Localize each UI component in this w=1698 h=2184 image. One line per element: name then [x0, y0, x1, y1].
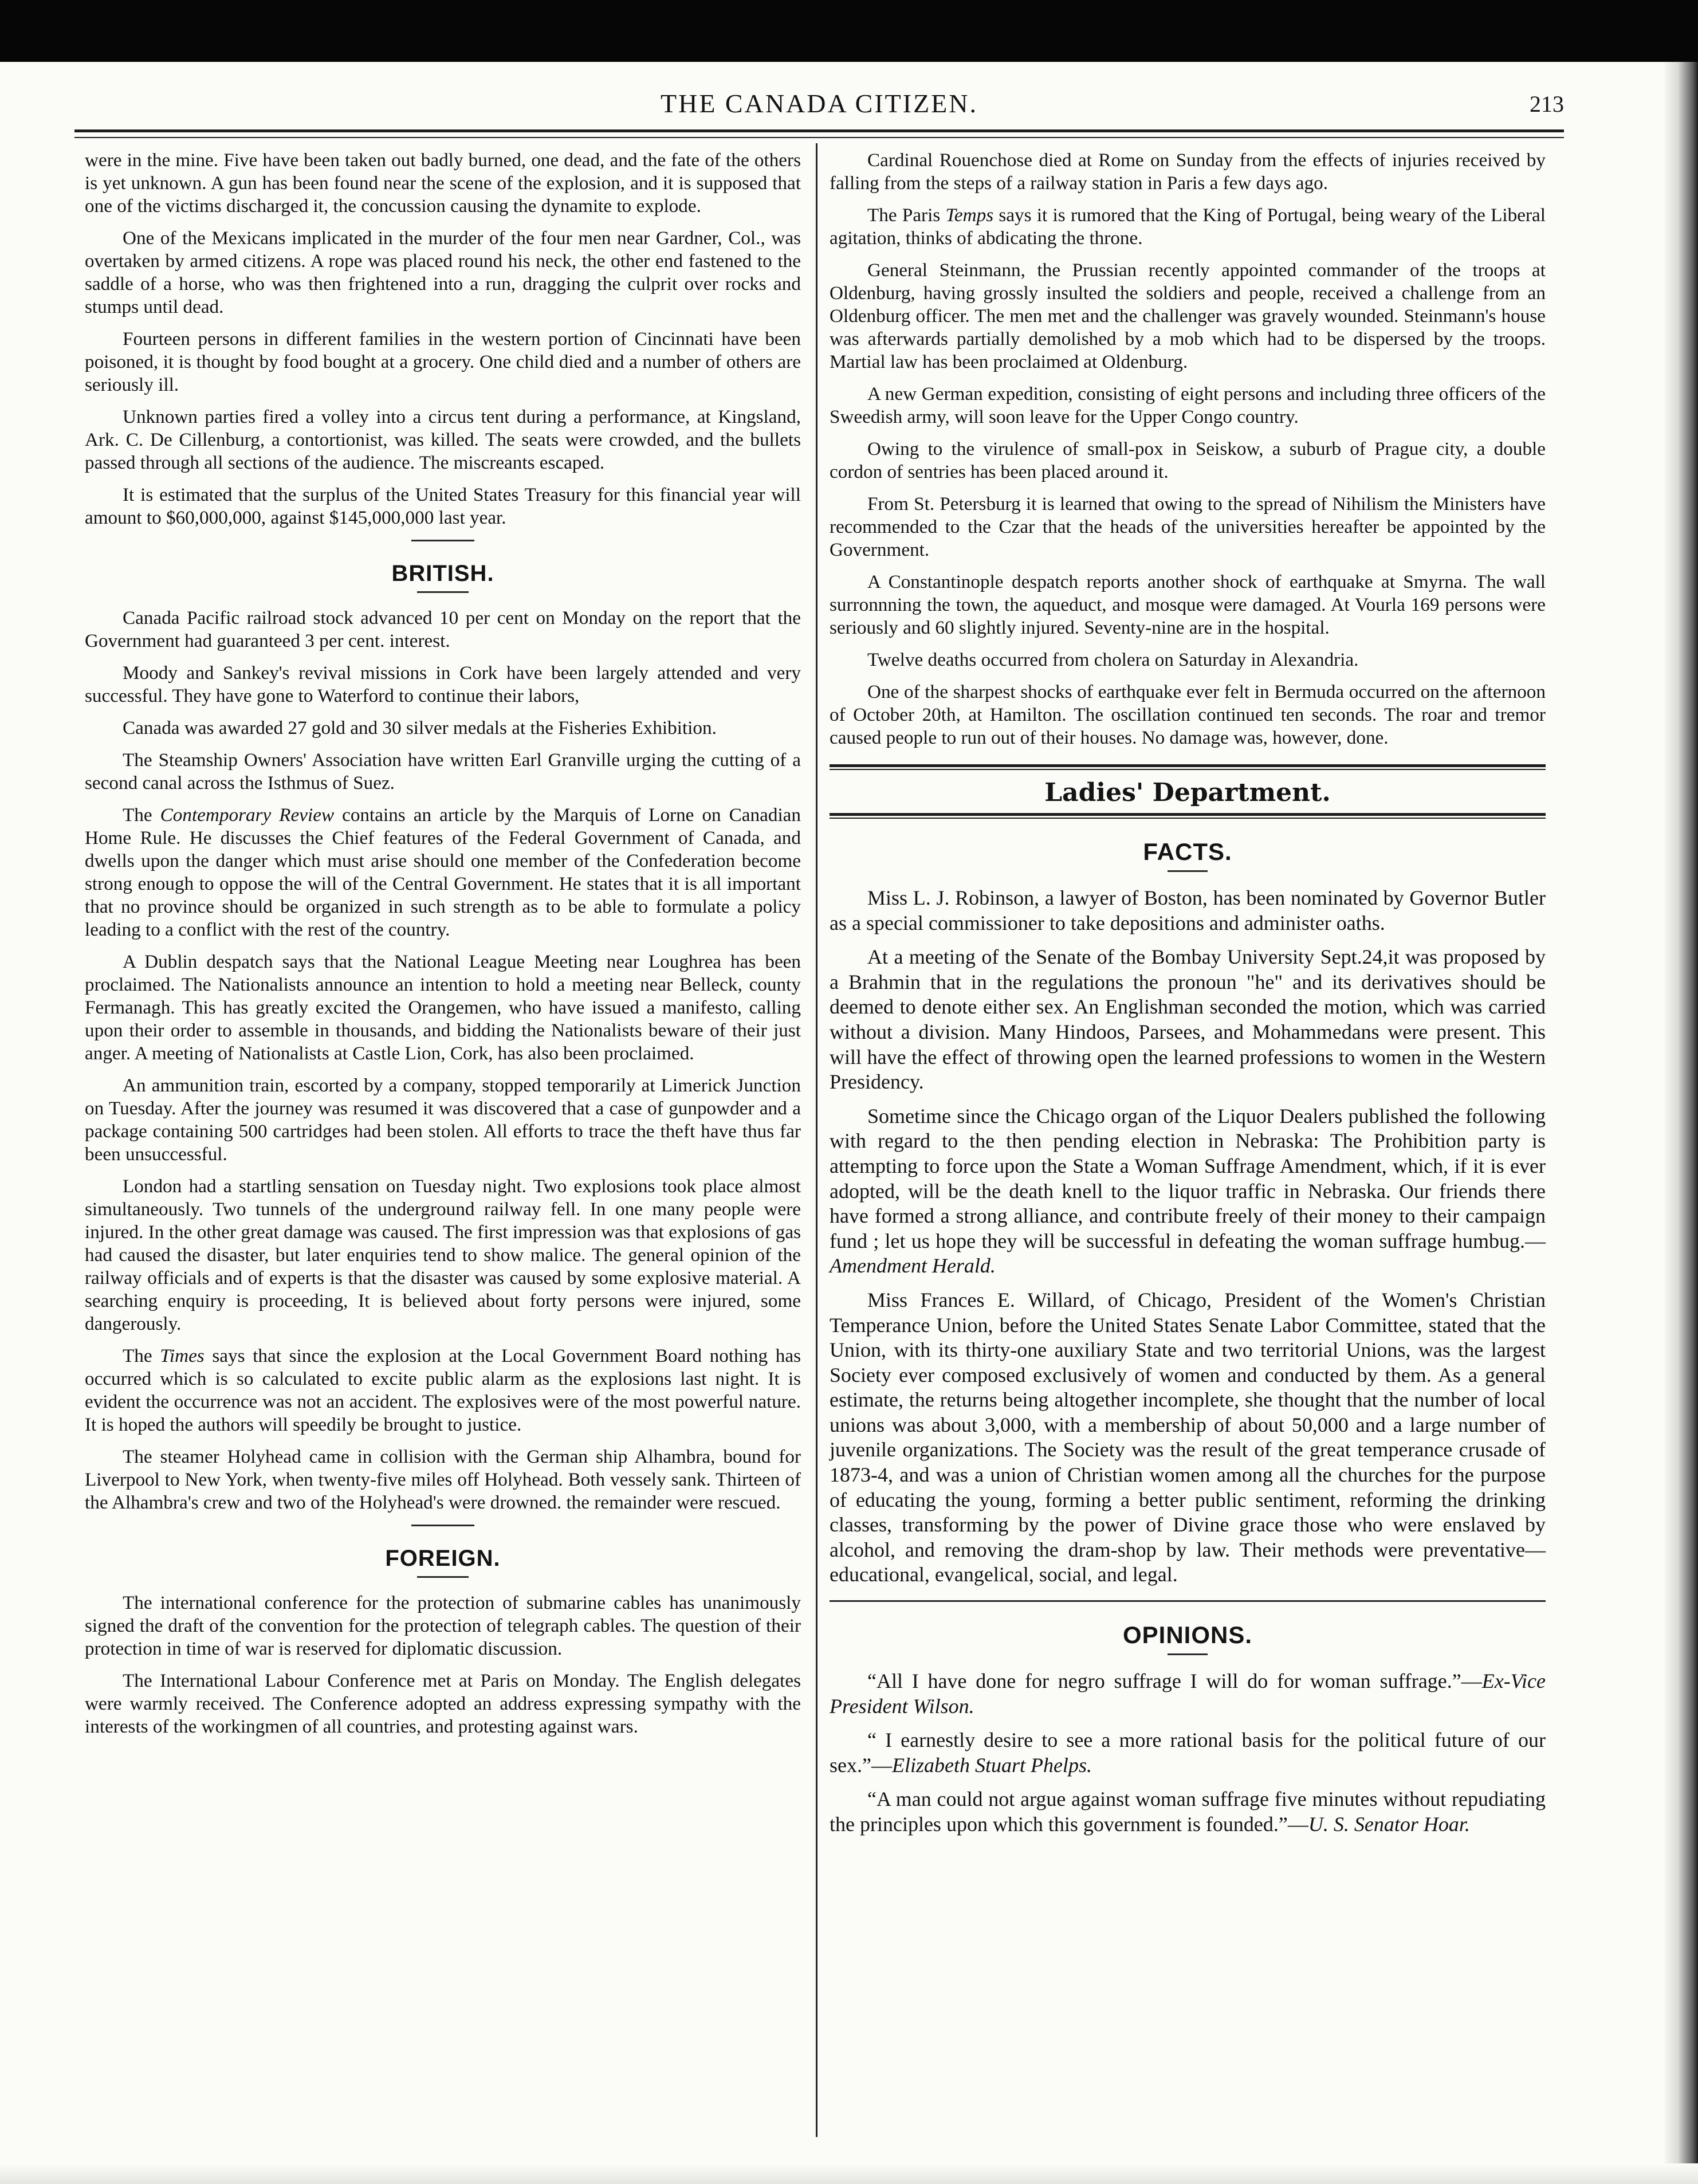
opinion-quote — [830, 1669, 1546, 1719]
article-paragraph: Miss L. J. Robinson, a lawyer of Boston, has been nominated by Governor Butler as a special commissioner to take depositions and administer oaths. — [830, 886, 1546, 934]
article-paragraph: A new German expedition, consisting of eight persons and including three officers of the Sweedish army, will soon leave for the Upper Congo country. — [830, 383, 1546, 427]
article-paragraph: From St. Petersburg it is learned that owing to the spread of Nihilism the Ministers have recommended to the Czar that the heads of the universities hereafter be appointed by the Government. — [830, 493, 1546, 560]
publication-title: Contemporary Review — [160, 804, 335, 826]
british-heading: BRITISH. — [391, 561, 494, 586]
section-rule — [1168, 1653, 1208, 1655]
article-paragraph: A Dublin despatch says that the National League Meeting near Loughrea has been proclaimed. The Nationalists announce an intention to hold a meeting near Belleck, county Fermanagh. This has greatly excited the Orangemen, who have issued a manifesto, calling upon their order to assemble in thousands, and bidding the Nationalists beware of their just anger. A meeting of Nationalists at Castle Lion, Cork, has also been proclaimed. — [85, 951, 801, 1064]
right-column — [830, 149, 1546, 1847]
section-rule — [417, 591, 469, 593]
section-rule — [411, 540, 474, 541]
article-paragraph: Cardinal Rouenchose died at Rome on Sunday from the effects of injuries received by falling from the steps of a railway station in Paris a few days ago. — [830, 150, 1546, 194]
column-divider — [816, 143, 817, 2137]
department-rule — [830, 764, 1546, 770]
section-rule — [830, 1600, 1546, 1602]
article-paragraph: Canada Pacific railroad stock advanced 10 per cent on Monday on the report that the Government had guaranteed 3 per cent. interest. — [85, 607, 801, 651]
article-paragraph: Fourteen persons in different families in the western portion of Cincinnati have been poisoned, it is thought by food bought at a grocery. One child died and a number of others are seriously ill. — [85, 328, 801, 395]
article-paragraph: Miss Frances E. Willard, of Chicago, President of the Women's Christian Temperance Union, before the United States Senate Labor Committee, stated that the Union, with its thirty-one auxiliary State and two territorial Unions, was the largest Society ever composed exclusively of women and conducted by them. As a general estimate, the returns being altogether incomplete, she thought that the number of local unions was about 3,000, with a membership of about 50,000 and a large number of juvenile organizations. The Society was the result of the great temperance crusade of 1873-4, and was a union of Christian women among all the churches for the purpose of educating the young, forming a better public sentiment, reforming the drinking classes, transforming by the power of Divine grace those who were enslaved by alcohol, and removing the dram-shop by law. Their methods were preventative—educational, evangelical, social, and legal. — [830, 1288, 1546, 1586]
article-paragraph: The Steamship Owners' Association have written Earl Granville urging the cutting of a second canal across the Isthmus of Suez. — [85, 749, 801, 794]
quote-source: U. S. Senator Hoar. — [1308, 1813, 1470, 1836]
article-paragraph: One of the Mexicans implicated in the murder of the four men near Gardner, Col., was overtaken by armed citizens. A rope was placed round his neck, the other end fastened to the saddle of a horse, who was then frightened into a run, dragging the culprit over rocks and stumps until dead. — [85, 227, 801, 317]
page-header — [74, 85, 1564, 131]
article-paragraph: were in the mine. Five have been taken out badly burned, one dead, and the fate of the others is yet unknown. A gun has been found near the scene of the explosion, and it is supposed that one of the victims discharged it, the concussion causing the dynamite to explode. — [85, 150, 801, 217]
article-paragraph — [830, 1104, 1546, 1279]
ladies-department — [830, 838, 1546, 1837]
section-rule — [1168, 870, 1208, 872]
article-paragraph — [85, 804, 801, 941]
article-paragraph: The international conference for the protection of submarine cables has unanimously signed the draft of the convention for the protection of telegraph cables. The question of their protection in time of war is reserved for diplomatic discussion. — [85, 1592, 801, 1659]
quote-source: Elizabeth Stuart Phelps. — [891, 1753, 1092, 1777]
article-paragraph: One of the sharpest shocks of earthquake ever felt in Bermuda occurred on the afternoon of October 20th, at Hamilton. The oscillation continued ten seconds. The roar and tremor caused people to run out of their houses. No damage was, however, done. — [830, 681, 1546, 748]
quote-text: “A man could not argue against woman suffrage five minutes without repudiating the principles upon which this government is founded.”— — [830, 1788, 1546, 1836]
text-run: Sometime since the Chicago organ of the Liquor Dealers published the following with regard to the then pending election in Nebraska: The Prohibition party is attempting to force upon the State a Woman Suffrage Amendment, which, if it is ever adopted, will be the death knell to the liquor traffic in Nebraska. Our friends there have formed a strong alliance, and contribute freely of their money to their campaign fund ; let us hope they will be successful in defeating the woman suffrage humbug.— — [830, 1104, 1546, 1252]
text-run: The — [123, 804, 160, 826]
article-paragraph: Canada was awarded 27 gold and 30 silver medals at the Fisheries Exhibition. — [123, 717, 717, 739]
quote-text: “All I have done for negro suffrage I will do for woman suffrage.”— — [867, 1670, 1482, 1693]
quote-source: Ex-Vice President Wilson. — [830, 1670, 1546, 1718]
header-rule — [74, 129, 1564, 138]
page-number: 213 — [1530, 91, 1564, 117]
foreign-heading: FOREIGN. — [385, 1546, 501, 1571]
section-rule — [411, 1525, 474, 1526]
scan-border-bottom — [0, 2163, 1698, 2184]
department-rule — [830, 813, 1546, 819]
article-paragraph: Owing to the virulence of small-pox in Seiskow, a suburb of Prague city, a double cordon of sentries has been placed around it. — [830, 438, 1546, 482]
article-paragraph: Unknown parties fired a volley into a circus tent during a performance, at Kingsland, Ark. C. De Cillenburg, a contortionist, was killed. The seats were crowded, and the bullets passed through all sections of the audience. The miscreants escaped. — [85, 406, 801, 473]
text-run: says that since the explosion at the Local Government Board nothing has occurred which is so calculated to excite public alarm as the explosions last night. It is evident the occurrence was not an accident. The explosives were of the most powerful nature. It is hoped the authors will speedily be brought to justice. — [85, 1345, 801, 1435]
article-paragraph: Twelve deaths occurred from cholera on Saturday in Alexandria. — [867, 649, 1359, 670]
scan-border-top — [0, 0, 1698, 62]
opinion-quote — [830, 1728, 1546, 1778]
running-title: THE CANADA CITIZEN. — [661, 89, 978, 118]
text-run: says it is rumored that the King of Portugal, being weary of the Liberal agitation, thinks of abdicating the throne. — [830, 205, 1546, 249]
article-paragraph: The steamer Holyhead came in collision with the German ship Alhambra, bound for Liverpool to New York, when twenty-five miles off Holyhead. Both vessely sank. Thirteen of the Alhambra's crew and two of the Holyhead's were drowned. the remainder were rescued. — [85, 1446, 801, 1513]
text-run: contains an article by the Marquis of Lorne on Canadian Home Rule. He discusses the Chief features of the Federal Government of Canada, and dwells upon the danger which must arise should one member of the Confederation become strong enough to oppose the will of the Central Government. He states that it is all important that no province should be organized in such strength as to be able to formulate a policy leading to a conflict with the rest of the country. — [85, 804, 801, 940]
article-paragraph — [85, 1345, 801, 1436]
quote-text: “ I earnestly desire to see a more rational basis for the political future of our sex.”— — [830, 1729, 1546, 1777]
opinion-quote — [830, 1787, 1546, 1837]
publication-title: Times — [160, 1345, 205, 1366]
article-paragraph: An ammunition train, escorted by a company, stopped temporarily at Limerick Junction on Tuesday. After the journey was resumed it was discovered that a case of gunpowder and a package containing 500 cartridges had been stolen. All efforts to trace the theft have thus far been unsuccessful. — [85, 1075, 801, 1165]
section-rule — [417, 1576, 469, 1578]
left-column — [85, 149, 801, 1747]
opinions-heading: OPINIONS. — [1122, 1621, 1253, 1649]
scan-border-right — [1665, 62, 1698, 2184]
text-run: The — [123, 1345, 160, 1366]
article-paragraph: London had a startling sensation on Tuesday night. Two explosions took place almost simultaneously. Two tunnels of the underground railway fell. In one many people were injured. In the other great damage was caused. The first impression was that explosions of gas had caused the disaster, but later enquiries tend to show malice. The general opinion of the railway officials and of experts is that the disaster was caused by some explosive material. A searching enquiry is proceeding, It is believed about forty persons were injured, some dangerously. — [85, 1176, 801, 1334]
department-title: Ladies' Department. — [1044, 778, 1331, 807]
article-paragraph: It is estimated that the surplus of the United States Treasury for this financial year will amount to $60,000,000, against $145,000,000 last year. — [85, 484, 801, 528]
article-paragraph: A Constantinople despatch reports another shock of earthquake at Smyrna. The wall surronnning the town, the aqueduct, and mosque were damaged. At Vourla 169 persons were seriously and 60 slightly injured. Seventy-nine are in the hospital. — [830, 571, 1546, 638]
article-paragraph: At a meeting of the Senate of the Bombay University Sept.24,it was proposed by a Brahmin that in the regulations the pronoun "he" and its derivatives should be deemed to denote either sex. An Englishman seconded the motion, which was carried without a division. Many Hindoos, Parsees, and Mohammedans were present. This will have the effect of throwing open the learned professions to women in the Western Presidency. — [830, 945, 1546, 1094]
text-run: The Paris — [867, 205, 946, 226]
article-paragraph: Moody and Sankey's revival missions in Cork have been largely attended and very successful. They have gone to Waterford to continue their labors, — [85, 662, 801, 706]
publication-title: Temps — [945, 205, 994, 226]
facts-heading: FACTS. — [1143, 838, 1232, 865]
quote-source: Amendment Herald. — [830, 1254, 996, 1278]
article-paragraph — [830, 204, 1546, 250]
department-banner — [830, 764, 1546, 819]
article-paragraph: General Steinmann, the Prussian recently appointed commander of the troops at Oldenburg, having grossly insulted the soldiers and people, received a challenge from an Oldenburg officer. The men met and the challenger was gravely wounded. Steinmann's house was afterwards partially demolished by a mob which had to be dispersed by the troops. Martial law has been proclaimed at Oldenburg. — [830, 260, 1546, 372]
article-paragraph: The International Labour Conference met at Paris on Monday. The English delegates were warmly received. The Conference adopted an address expressing sympathy with the interests of the workingmen of all countries, and protesting against wars. — [85, 1670, 801, 1737]
